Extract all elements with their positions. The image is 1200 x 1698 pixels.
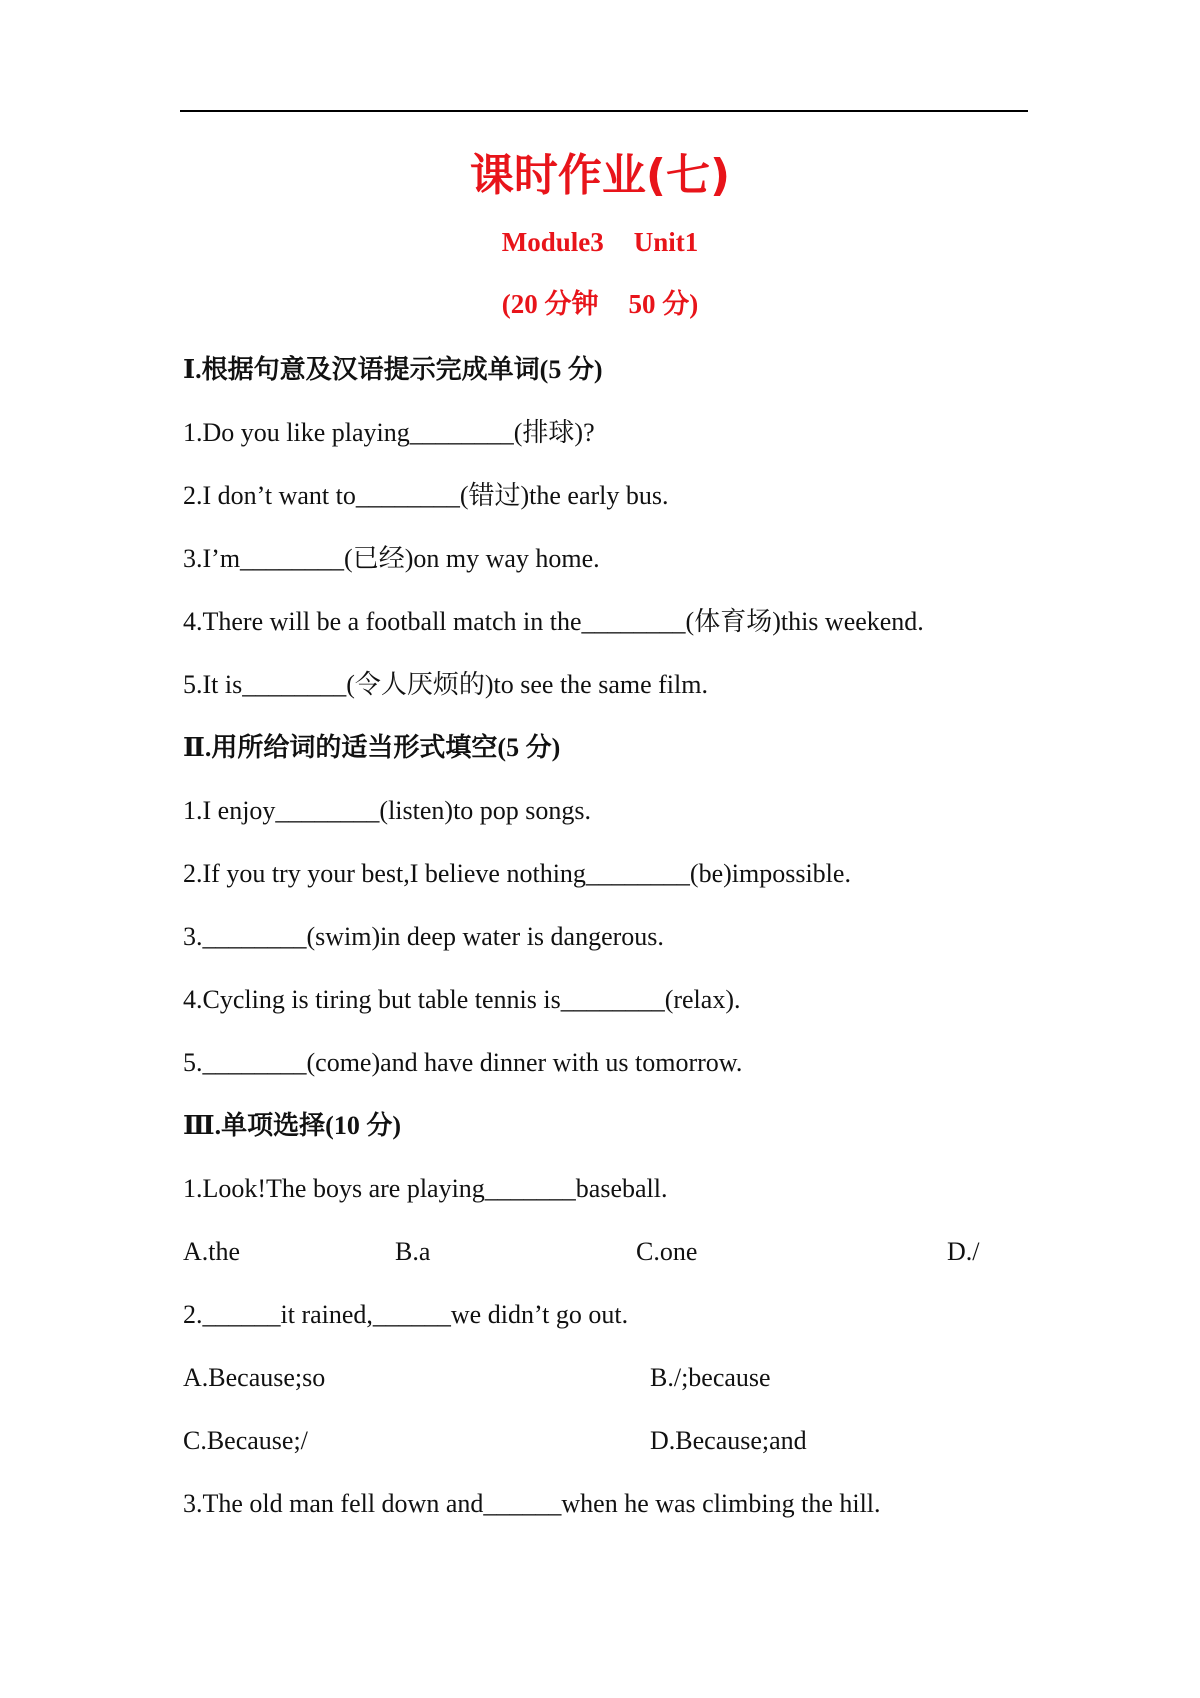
mc-question-1-option-a: A.the	[183, 1237, 241, 1266]
mc-question-1-option-b: B.a	[395, 1237, 431, 1266]
mc-question-2-option-d: D.Because;and	[650, 1426, 807, 1455]
score-label: 50 分)	[628, 289, 699, 319]
section-2-heading: Ⅱ.用所给词的适当形式填空(5 分)	[183, 733, 561, 762]
mc-question-2-option-a: A.Because;so	[183, 1363, 326, 1392]
section-1-item: 4.There will be a football match in the________(体育场)this weekend.	[183, 607, 924, 636]
section-3-heading: Ⅲ.单项选择(10 分)	[183, 1111, 401, 1140]
section-1-item: 5.It is________(令人厌烦的)to see the same film.	[183, 670, 708, 699]
mc-question-3: 3.The old man fell down and______when he was climbing the hill.	[183, 1489, 881, 1518]
section-2-item: 3.________(swim)in deep water is dangerous.	[183, 922, 664, 951]
module-label: Module3	[501, 227, 604, 257]
section-2-item: 1.I enjoy________(listen)to pop songs.	[183, 796, 592, 825]
page-title: 课时作业(七)	[469, 150, 731, 201]
time-score-subtitle	[0, 286, 1200, 322]
mc-question-2-option-c: C.Because;/	[183, 1426, 308, 1455]
section-1-item: 3.I’m________(已经)on my way home.	[183, 544, 600, 573]
mc-question-1: 1.Look!The boys are playing_______baseball.	[183, 1174, 668, 1203]
section-1-item: 1.Do you like playing________(排球)?	[183, 418, 595, 447]
section-2-item: 5.________(come)and have dinner with us tomorrow.	[183, 1048, 743, 1077]
section-1-item: 2.I don’t want to________(错过)the early bus.	[183, 481, 669, 510]
header-rule	[180, 110, 1028, 112]
mc-question-2-option-b: B./;because	[650, 1363, 771, 1392]
section-2-item: 2.If you try your best,I believe nothing________(be)impossible.	[183, 859, 851, 888]
time-label: (20 分钟	[501, 289, 599, 319]
section-1-heading: Ⅰ.根据句意及汉语提示完成单词(5 分)	[183, 355, 603, 384]
mc-question-2: 2.______it rained,______we didn’t go out.	[183, 1300, 629, 1329]
section-2-item: 4.Cycling is tiring but table tennis is________(relax).	[183, 985, 741, 1014]
unit-subtitle	[0, 224, 1200, 260]
mc-question-1-option-d: D./	[947, 1237, 980, 1266]
unit-label: Unit1	[633, 227, 699, 257]
mc-question-1-option-c: C.one	[636, 1237, 698, 1266]
